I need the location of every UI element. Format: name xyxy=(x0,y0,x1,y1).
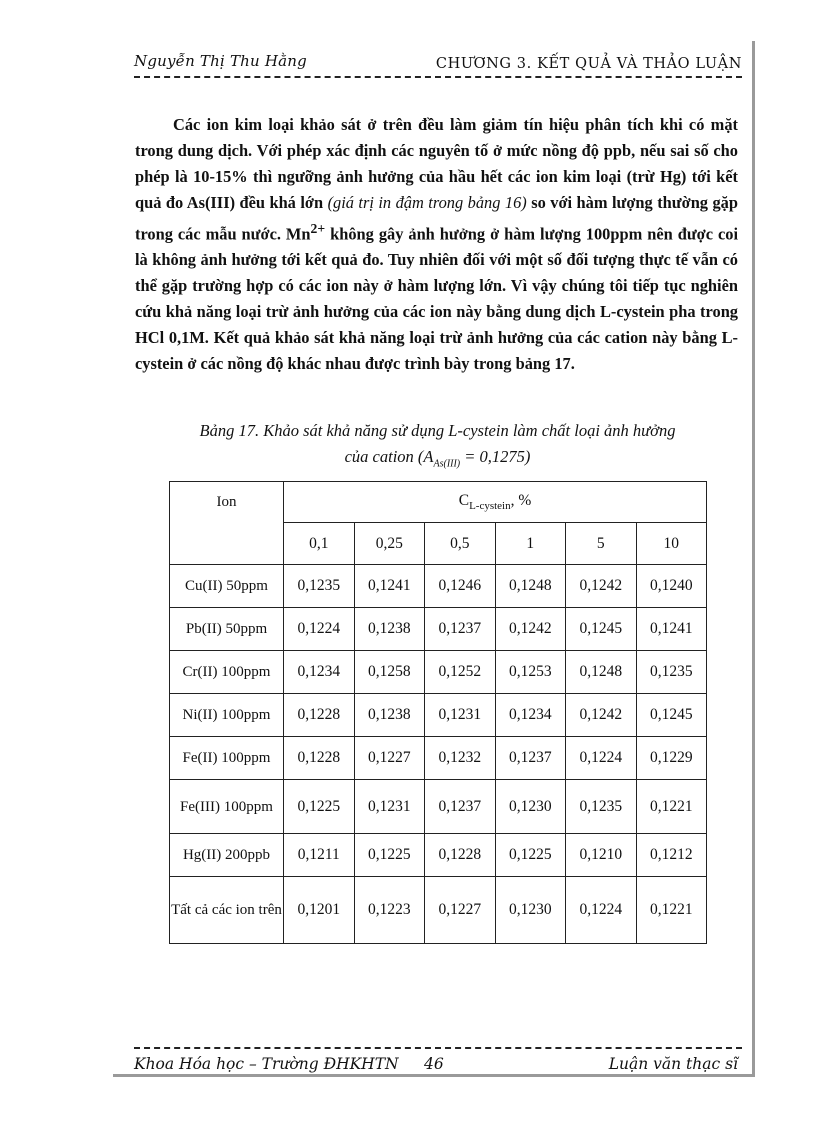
table-cell: 0,1240 xyxy=(636,565,707,608)
caption-line-1: Bảng 17. Khảo sát khả năng sử dụng L-cystein làm chất loại ảnh hưởng xyxy=(199,421,676,440)
table-cell: 0,1252 xyxy=(425,651,496,694)
footer-divider xyxy=(134,1047,742,1049)
table-cell: 0,1201 xyxy=(284,877,355,944)
body-text-italic: (giá trị in đậm trong bảng 16) xyxy=(327,192,527,212)
header-divider xyxy=(134,76,742,78)
table-cell: 0,1234 xyxy=(495,694,566,737)
table-cell: 0,1221 xyxy=(636,780,707,834)
table-cell: 0,1225 xyxy=(284,780,355,834)
header-conc-main: C xyxy=(458,491,470,509)
header-concentration xyxy=(284,482,707,523)
table-cell: 0,1253 xyxy=(495,651,566,694)
department-name: Khoa Hóa học – Trường ĐHKHTN xyxy=(134,1055,399,1073)
page-footer xyxy=(134,1053,742,1083)
table-cell: 0,1245 xyxy=(566,608,637,651)
table-cell: 0,1258 xyxy=(354,651,425,694)
table-cell: 0,1224 xyxy=(566,737,637,780)
row-ion-label: Hg(II) 200ppb xyxy=(170,834,284,877)
table-cell: 0,1225 xyxy=(495,834,566,877)
header-conc-unit: , % xyxy=(510,491,532,509)
table-cell: 0,1231 xyxy=(425,694,496,737)
table-cell: 0,1235 xyxy=(636,651,707,694)
table-row xyxy=(170,877,707,944)
table-cell: 0,1224 xyxy=(566,877,637,944)
body-text-part-2: so với hàm lượng thường gặp trong các mẫu nước. Mn xyxy=(135,192,738,244)
header-conc-value: 5 xyxy=(566,523,637,565)
table-row xyxy=(170,565,707,608)
caption-line-2-post: = 0,1275) xyxy=(460,447,531,466)
table-row xyxy=(170,608,707,651)
row-ion-label: Cu(II) 50ppm xyxy=(170,565,284,608)
table-cell: 0,1235 xyxy=(566,780,637,834)
table-cell: 0,1231 xyxy=(354,780,425,834)
header-conc-value: 0,25 xyxy=(354,523,425,565)
table-cell: 0,1227 xyxy=(425,877,496,944)
table-cell: 0,1238 xyxy=(354,694,425,737)
table-row xyxy=(170,694,707,737)
body-text-superscript: 2+ xyxy=(310,220,326,236)
table-row xyxy=(170,651,707,694)
author-name: Nguyễn Thị Thu Hằng xyxy=(134,52,307,70)
row-ion-label: Fe(III) 100ppm xyxy=(170,780,284,834)
row-ion-label: Pb(II) 50ppm xyxy=(170,608,284,651)
table-cell: 0,1228 xyxy=(284,694,355,737)
table-cell: 0,1241 xyxy=(636,608,707,651)
body-paragraph xyxy=(135,112,738,377)
table-cell: 0,1230 xyxy=(495,780,566,834)
table-cell: 0,1228 xyxy=(284,737,355,780)
body-text-part-1: Các ion kim loại khảo sát ở trên đều làm giảm tín hiệu phân tích khi có mặt trong dung dịch. Với phép xác định các nguyên tố ở mức nồng độ ppb, nếu sai số cho phép là 10-15% thì ngưỡng ảnh hưởng của hầu hết các ion kim loại (trừ Hg) tới kết quả đo As(III) đều khá lớn xyxy=(135,115,738,212)
table-row xyxy=(170,737,707,780)
table-cell: 0,1212 xyxy=(636,834,707,877)
data-table xyxy=(169,481,707,944)
table-cell: 0,1235 xyxy=(284,565,355,608)
table-cell: 0,1237 xyxy=(425,608,496,651)
table-cell: 0,1227 xyxy=(354,737,425,780)
caption-line-2 xyxy=(160,444,715,477)
table-cell: 0,1223 xyxy=(354,877,425,944)
page-number: 46 xyxy=(424,1055,444,1073)
table-cell: 0,1229 xyxy=(636,737,707,780)
header-conc-sub: L-cystein xyxy=(469,500,511,513)
thesis-label: Luận văn thạc sĩ xyxy=(608,1055,738,1073)
row-ion-label: Cr(II) 100ppm xyxy=(170,651,284,694)
row-ion-label: Fe(II) 100ppm xyxy=(170,737,284,780)
table-cell: 0,1230 xyxy=(495,877,566,944)
table-cell: 0,1248 xyxy=(495,565,566,608)
table-cell: 0,1228 xyxy=(425,834,496,877)
row-ion-label: Tất cả các ion trên xyxy=(170,877,284,944)
header-conc-value: 10 xyxy=(636,523,707,565)
body-text-part-3: không gây ảnh hưởng ở hàm lượng 100ppm nên được coi là không ảnh hưởng tới kết quả đo. Tuy nhiên đối với một số đối tượng thực tế vẫn có thể gặp trường hợp có các ion này ở hàm lượng lớn. Vì vậy chúng tôi tiếp tục nghiên cứu khả năng loại trừ ảnh hưởng của các ion này bằng dung dịch L-cystein pha trong HCl 0,1M. Kết quả khảo sát khả năng loại trừ ảnh hưởng của các cation này bằng L-cystein ở các nồng độ khác nhau được trình bày trong bảng 17. xyxy=(135,224,738,373)
header-conc-value: 1 xyxy=(495,523,566,565)
table-cell: 0,1241 xyxy=(354,565,425,608)
table-cell: 0,1238 xyxy=(354,608,425,651)
caption-subscript: As(III) xyxy=(433,458,461,470)
table-cell: 0,1224 xyxy=(284,608,355,651)
row-ion-label: Ni(II) 100ppm xyxy=(170,694,284,737)
table-cell: 0,1242 xyxy=(566,694,637,737)
table-cell: 0,1245 xyxy=(636,694,707,737)
table-cell: 0,1232 xyxy=(425,737,496,780)
table-cell: 0,1242 xyxy=(495,608,566,651)
table-cell: 0,1237 xyxy=(425,780,496,834)
table-row xyxy=(170,834,707,877)
table-cell: 0,1234 xyxy=(284,651,355,694)
header-conc-value: 0,1 xyxy=(284,523,355,565)
caption-line-2-pre: của cation (A xyxy=(344,447,434,466)
table-cell: 0,1246 xyxy=(425,565,496,608)
table-row xyxy=(170,780,707,834)
table-cell: 0,1221 xyxy=(636,877,707,944)
table-cell: 0,1242 xyxy=(566,565,637,608)
table-cell: 0,1237 xyxy=(495,737,566,780)
chapter-title: CHƯƠNG 3. KẾT QUẢ VÀ THẢO LUẬN xyxy=(435,56,742,72)
header-ion: Ion xyxy=(170,482,284,565)
table-cell: 0,1225 xyxy=(354,834,425,877)
header-conc-value: 0,5 xyxy=(425,523,496,565)
table-cell: 0,1210 xyxy=(566,834,637,877)
table-cell: 0,1211 xyxy=(284,834,355,877)
table-cell: 0,1248 xyxy=(566,651,637,694)
table-caption xyxy=(160,418,715,477)
